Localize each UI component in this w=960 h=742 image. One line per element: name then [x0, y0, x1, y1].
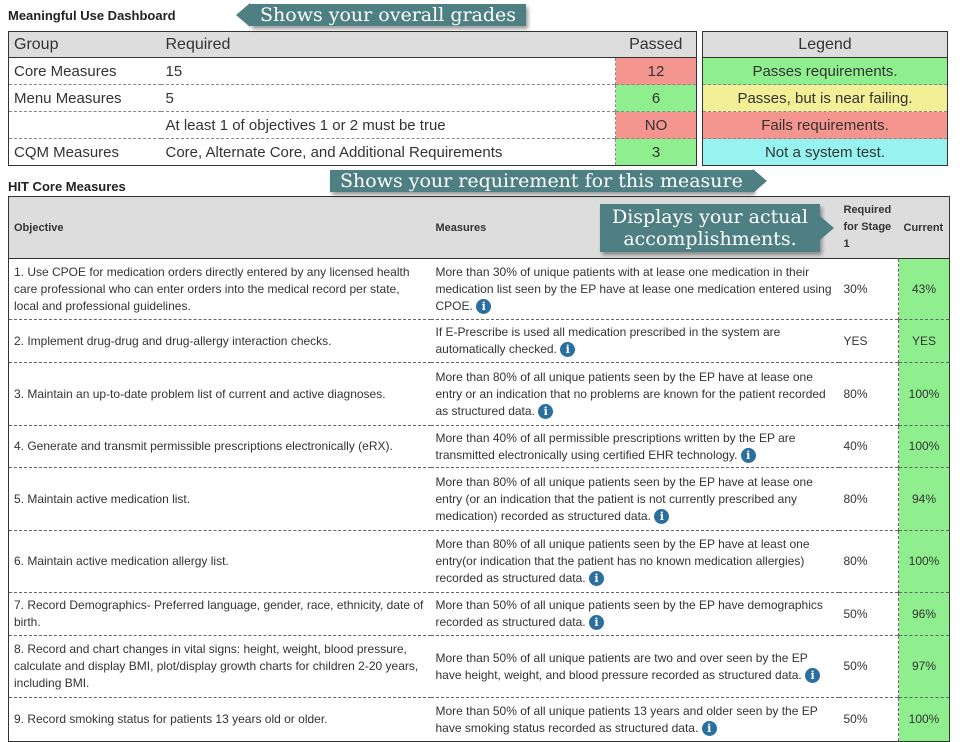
callout-req-line1: Shows your [340, 170, 453, 192]
measure-text: More than 40% of all permissible prescriptions written by the EP are transmitted electronically using certified EHR technology. [435, 430, 796, 462]
hit-title: HIT Core Measures [8, 179, 126, 194]
table-row [9, 698, 950, 742]
info-icon[interactable]: i [476, 299, 491, 314]
current-cell: 96% [899, 593, 950, 636]
legend-table [702, 31, 948, 166]
objective-cell: 3. Maintain an up-to-date problem list of current and active diagnoses. [9, 363, 431, 426]
group-cell: Menu Measures [9, 85, 161, 112]
measure-cell [431, 320, 839, 363]
col-measures: Measures [431, 197, 839, 259]
callout-grades-line1: Shows your [260, 4, 373, 26]
info-icon[interactable]: i [741, 448, 756, 463]
required-cell: Core, Alternate Core, and Additional Requirements [161, 139, 616, 166]
required-cell: 40% [839, 426, 899, 468]
info-icon[interactable]: i [589, 571, 604, 586]
summary-row [9, 58, 697, 85]
col-passed: Passed [616, 32, 697, 58]
objective-cell: 5. Maintain active medication list. [9, 468, 431, 531]
info-icon[interactable]: i [654, 509, 669, 524]
info-icon[interactable]: i [560, 342, 575, 357]
required-cell: 80% [839, 363, 899, 426]
measure-cell [431, 468, 839, 531]
callout-grades-line2: overall grades [378, 4, 517, 26]
current-cell: 97% [899, 636, 950, 698]
passed-cell: 3 [616, 139, 697, 166]
measure-text: More than 80% of all unique patients seen by the EP have at lease one entry (or an indication that the patient is not currently prescribed any medication) recorded as structured data. [435, 474, 813, 523]
required-cell: YES [839, 320, 899, 363]
table-row [9, 531, 950, 593]
summary-row [9, 112, 697, 139]
measure-text: More than 80% of all unique patients seen by the EP have at lease one entry or an indication that no problems are known for the patient recorded as structured data. [435, 369, 826, 418]
objective-cell: 7. Record Demographics- Preferred language, gender, race, ethnicity, date of birth. [9, 593, 431, 636]
required-cell: 15 [161, 58, 616, 85]
table-row [9, 259, 950, 320]
col-objective: Objective [9, 197, 431, 259]
callout-acc-line2: accomplishments. [623, 228, 797, 250]
current-cell: 100% [899, 531, 950, 593]
current-cell: 43% [899, 259, 950, 320]
group-cell: CQM Measures [9, 139, 161, 166]
objective-cell: 4. Generate and transmit permissible prescriptions electronically (eRX). [9, 426, 431, 468]
table-row [9, 636, 950, 698]
measure-text: More than 30% of unique patients with at lease one medication in their medication list seen by the EP have at lease one medication entered using CPOE. [435, 264, 832, 313]
measure-cell [431, 593, 839, 636]
callout-req-line3: measure [659, 170, 743, 192]
measure-text: More than 50% of all unique patients seen by the EP have demographics recorded as structured data. [435, 598, 823, 629]
info-icon[interactable]: i [702, 721, 717, 736]
required-cell: 80% [839, 531, 899, 593]
required-cell: At least 1 of objectives 1 or 2 must be true [161, 112, 616, 139]
summary-table [8, 31, 697, 166]
current-cell: 100% [899, 698, 950, 742]
measure-text: If E-Prescribe is used all medication prescribed in the system are automatically checked. [435, 325, 781, 356]
info-icon[interactable]: i [538, 404, 553, 419]
summary-row [9, 85, 697, 112]
table-row [9, 593, 950, 636]
objective-cell: 1. Use CPOE for medication orders directly entered by any licensed health care professional who can enter orders into the medical record per state, local and professional guidelines. [9, 259, 431, 320]
callout-arrow-requirement [330, 170, 753, 192]
dashboard-title: Meaningful Use Dashboard [8, 8, 176, 23]
table-row [9, 320, 950, 363]
callout-arrow-grades [250, 4, 526, 26]
objective-cell: 9. Record smoking status for patients 13 years old or older. [9, 698, 431, 742]
objective-cell: 6. Maintain active medication allergy list. [9, 531, 431, 593]
required-cell: 5 [161, 85, 616, 112]
required-cell: 80% [839, 468, 899, 531]
objective-cell: 8. Record and chart changes in vital signs: height, weight, blood pressure, calculate and display BMI, plot/display growth charts for children 2-20 years, including BMI. [9, 636, 431, 698]
col-required: Required [161, 32, 616, 58]
col-required-stage1: Required for Stage 1 [839, 197, 899, 259]
measure-cell [431, 698, 839, 742]
current-cell: 94% [899, 468, 950, 531]
group-cell [9, 112, 161, 139]
required-cell: 50% [839, 698, 899, 742]
legend-item: Passes requirements. [703, 58, 948, 85]
callout-req-line2: requirement for this [458, 170, 654, 192]
legend-title: Legend [703, 32, 948, 58]
passed-cell: 6 [616, 85, 697, 112]
measure-cell [431, 259, 839, 320]
group-cell: Core Measures [9, 58, 161, 85]
callout-acc-line1: Displays your actual [612, 206, 808, 228]
measure-cell [431, 636, 839, 698]
required-cell: 30% [839, 259, 899, 320]
table-row [9, 468, 950, 531]
measure-text: More than 50% of all unique patients 13 years and older seen by the EP have smoking status recorded as structured data. [435, 703, 818, 735]
measure-cell [431, 363, 839, 426]
objective-cell: 2. Implement drug-drug and drug-allergy interaction checks. [9, 320, 431, 363]
hit-core-measures-table [8, 196, 950, 742]
current-cell: 100% [899, 426, 950, 468]
measure-text: More than 80% of all unique patients seen by the EP have at least one entry(or indication that the patient has no known medication allergies) recorded as structured data. [435, 537, 810, 585]
legend-item: Passes, but is near failing. [703, 85, 948, 112]
required-cell: 50% [839, 593, 899, 636]
summary-row [9, 139, 697, 166]
info-icon[interactable]: i [805, 668, 820, 683]
required-cell: 50% [839, 636, 899, 698]
legend-item: Fails requirements. [703, 112, 948, 139]
info-icon[interactable]: i [589, 615, 604, 630]
table-row [9, 426, 950, 468]
callout-arrow-accomplishments [600, 204, 820, 252]
table-row [9, 363, 950, 426]
col-group: Group [9, 32, 161, 58]
measure-cell [431, 426, 839, 468]
measure-cell [431, 531, 839, 593]
current-cell: YES [899, 320, 950, 363]
legend-item: Not a system test. [703, 139, 948, 166]
passed-cell: 12 [616, 58, 697, 85]
current-cell: 100% [899, 363, 950, 426]
col-current: Current [899, 197, 950, 259]
passed-cell: NO [616, 112, 697, 139]
measure-text: More than 50% of all unique patients are two and over seen by the EP have height, weight, and blood pressure recorded as structured data. [435, 650, 808, 682]
